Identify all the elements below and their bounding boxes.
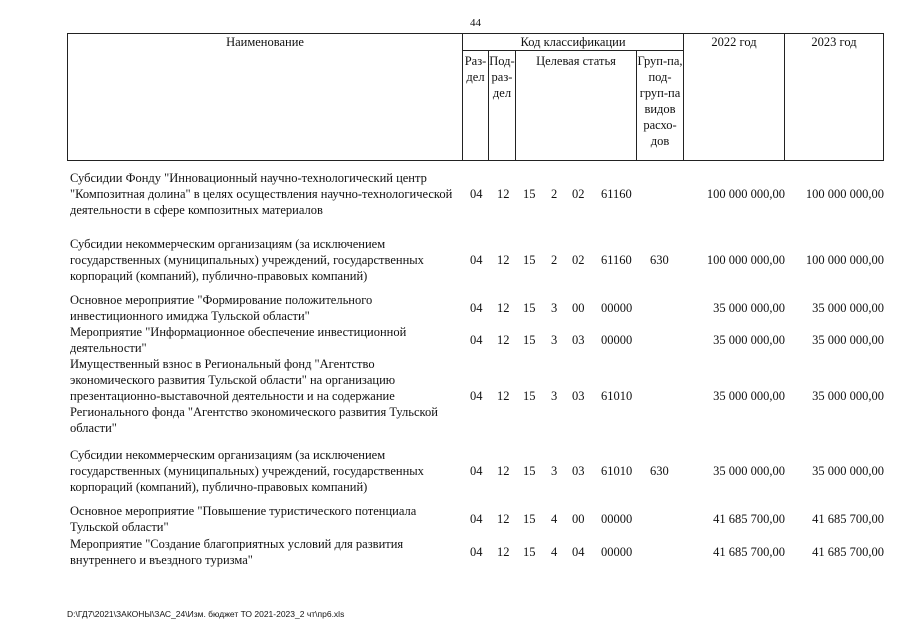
- row-podrazdel: 12: [497, 464, 510, 478]
- row-group: 630: [650, 253, 669, 267]
- row-podrazdel: 12: [497, 187, 510, 201]
- row-y1: 35 000 000,00: [713, 389, 785, 403]
- row-razdel: 04: [470, 333, 483, 347]
- row-name: Основное мероприятие "Формирование положительного инвестиционного имиджа Тульской области": [70, 293, 373, 323]
- header-year2: 2023 год: [785, 34, 884, 161]
- row-name: Субсидии некоммерческим организациям (за исключением государственных (муниципальных) учреждений, государственных корпораций (компаний), публично-правовых компаний): [70, 237, 424, 283]
- row-c4: 61010: [601, 464, 633, 478]
- row-c3: 03: [572, 464, 585, 478]
- row-razdel: 04: [470, 253, 483, 267]
- row-c3: 02: [572, 187, 585, 201]
- row-c3: 03: [572, 389, 585, 403]
- row-c4: 61010: [601, 389, 633, 403]
- row-c3: 00: [572, 301, 585, 315]
- row-y1: 35 000 000,00: [713, 464, 785, 478]
- row-name: Имущественный взнос в Региональный фонд "Агентство экономического развития Тульской области" на организацию презентационно-выставочной деятельности и на содержание Регионального фонда "Агентство экономического развития Тульской области": [70, 357, 438, 435]
- row-c1: 15: [523, 333, 536, 347]
- row-c4: 00000: [601, 512, 633, 526]
- row-y1: 35 000 000,00: [713, 333, 785, 347]
- row-c2: 4: [551, 512, 558, 526]
- header-year1: 2022 год: [684, 34, 785, 161]
- row-c1: 15: [523, 389, 536, 403]
- row-c1: 15: [523, 512, 536, 526]
- row-c4: 00000: [601, 333, 633, 347]
- row-c3: 04: [572, 545, 585, 559]
- row-name: Мероприятие "Создание благоприятных условий для развития внутреннего и въездного туризма": [70, 537, 404, 567]
- row-group: 630: [650, 464, 669, 478]
- row-c2: 2: [551, 253, 558, 267]
- row-c3: 00: [572, 512, 585, 526]
- row-y1: 100 000 000,00: [706, 187, 785, 201]
- row-c2: 3: [551, 301, 558, 315]
- row-c2: 3: [551, 464, 558, 478]
- row-c1: 15: [523, 545, 536, 559]
- row-y2: 35 000 000,00: [812, 464, 884, 478]
- row-name: Субсидии Фонду "Инновационный научно-технологический центр "Композитная долина" в целях осуществления научно-технологической деятельности в сфере композитных материалов: [70, 171, 453, 217]
- row-c2: 4: [551, 545, 558, 559]
- row-name: Основное мероприятие "Повышение туристического потенциала Тульской области": [70, 504, 417, 534]
- row-razdel: 04: [470, 389, 483, 403]
- row-podrazdel: 12: [497, 253, 510, 267]
- row-razdel: 04: [470, 464, 483, 478]
- row-podrazdel: 12: [497, 333, 510, 347]
- row-c4: 61160: [601, 187, 632, 201]
- page-number: 44: [470, 17, 481, 29]
- row-razdel: 04: [470, 187, 483, 201]
- row-y2: 35 000 000,00: [812, 389, 884, 403]
- header-target: Целевая статья: [516, 51, 637, 161]
- row-podrazdel: 12: [497, 389, 510, 403]
- row-y2: 41 685 700,00: [812, 512, 884, 526]
- header-podrazdel: Под-раз-дел: [489, 51, 516, 161]
- row-podrazdel: 12: [497, 301, 510, 315]
- row-podrazdel: 12: [497, 545, 510, 559]
- row-podrazdel: 12: [497, 512, 510, 526]
- row-y2: 41 685 700,00: [812, 545, 884, 559]
- row-y2: 35 000 000,00: [812, 301, 884, 315]
- header-code: Код классификации: [463, 34, 684, 51]
- row-name: Субсидии некоммерческим организациям (за исключением государственных (муниципальных) учреждений, государственных корпораций (компаний), публично-правовых компаний): [70, 448, 424, 494]
- file-path-footer: D:\ГД7\2021\ЗАКОНЫ\ЗАС_24\Изм. бюджет ТО 2021-2023_2 чт\пр6.xls: [67, 609, 345, 619]
- row-c1: 15: [523, 253, 536, 267]
- row-c2: 3: [551, 333, 558, 347]
- row-c1: 15: [523, 301, 536, 315]
- row-name: Мероприятие "Информационное обеспечение инвестиционной деятельности": [70, 325, 407, 355]
- row-y2: 100 000 000,00: [805, 253, 884, 267]
- row-y2: 100 000 000,00: [805, 187, 884, 201]
- row-y1: 41 685 700,00: [713, 512, 785, 526]
- row-c3: 02: [572, 253, 585, 267]
- row-razdel: 04: [470, 512, 483, 526]
- header-razdel: Раз-дел: [463, 51, 489, 161]
- row-razdel: 04: [470, 545, 483, 559]
- table-header: [67, 33, 884, 161]
- header-name: Наименование: [68, 34, 463, 161]
- row-c4: 00000: [601, 301, 633, 315]
- row-c2: 3: [551, 389, 558, 403]
- row-c1: 15: [523, 464, 536, 478]
- row-c1: 15: [523, 187, 536, 201]
- row-c4: 00000: [601, 545, 633, 559]
- row-y1: 100 000 000,00: [706, 253, 785, 267]
- row-y2: 35 000 000,00: [812, 333, 884, 347]
- header-group: Груп-па, под-груп-па видов расхо-дов: [637, 51, 684, 161]
- row-y1: 41 685 700,00: [713, 545, 785, 559]
- row-c2: 2: [551, 187, 558, 201]
- row-c3: 03: [572, 333, 585, 347]
- row-razdel: 04: [470, 301, 483, 315]
- row-c4: 61160: [601, 253, 632, 267]
- row-y1: 35 000 000,00: [713, 301, 785, 315]
